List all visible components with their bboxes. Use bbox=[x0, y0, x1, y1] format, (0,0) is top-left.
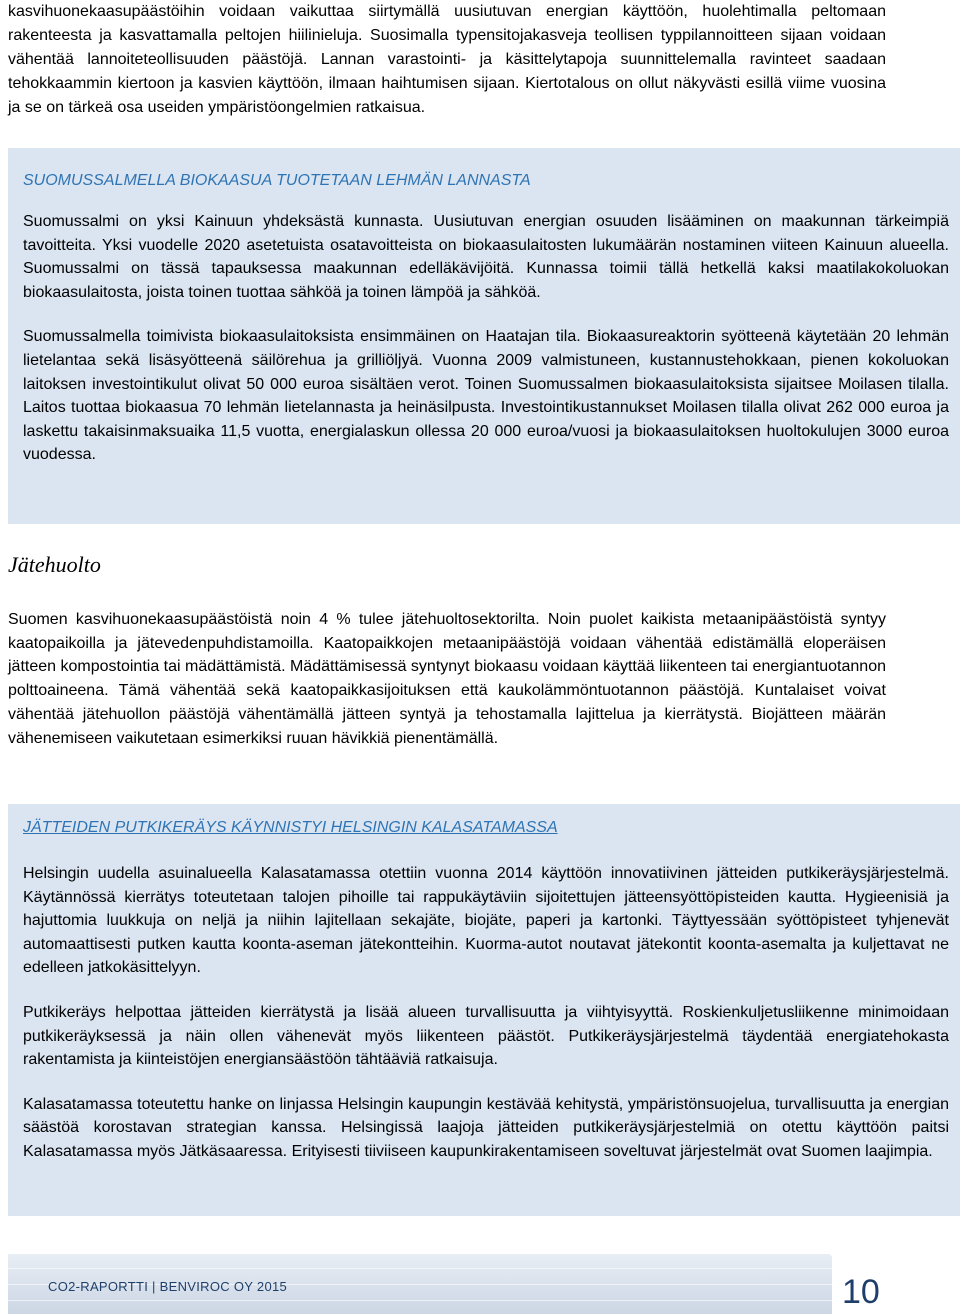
footer-stripe bbox=[8, 1268, 832, 1269]
case-box-paragraph: Putkikeräys helpottaa jätteiden kierrätystä ja lisää alueen turvallisuutta ja viihtyisyyttä. Roskienkuljetusliikenne minimoidaan putkikeräyksessä ja näin ollen vähenevät myös liikenteen päästöt. Putkikeräysjärjestelmä täydentää energiatehokasta rakentamista ja kiinteistöjen energiansäästöön tähtääviä ratkaisuja. bbox=[23, 1003, 949, 1069]
section-heading-jatehuolto: Jätehuolto bbox=[8, 552, 101, 577]
footer-report-label: CO2-RAPORTTI | BENVIROC OY 2015 bbox=[48, 1279, 288, 1294]
waste-paragraph: Suomen kasvihuonekaasupäästöistä noin 4 % tulee jätehuoltosektorilta. Noin puolet kaikista metaanipäästöistä syntyy kaatopaikoilla ja jätevedenpuhdistamoilla. Kaatopaikkojen metaanipäästöjä voidaan vähentää edistämällä eloperäisen jätteen kompostointia tai mädättämistä. Mädättämisessä syntynyt biokaasu voidaan käyttää liikenteen tai energiantuotannon polttoaineena. Tämä vähentää sekä kaatopaikkasijoituksen että kaukolämmöntuotannon päästöjä. Kuntalaiset voivat vähentää jätehuollon päästöjä vähentämällä jätteen syntyä ja tehostamalla lajittelua ja kierrätystä. Biojätteen määrän vähenemiseen vaikutetaan esimerkiksi ruuan hävikkiä pienentämällä. bbox=[8, 611, 886, 747]
case-box-paragraph: Kalasatamassa toteutettu hanke on linjassa Helsingin kaupungin kestävää kehitystä, ympäristönsuojelua, turvallisuutta ja energian säästöä korostavan strategian kanssa. Helsingissä laajoja jätteiden putkikeräysjärjestelmiä on otettu käyttöön paitsi Kalasatamassa myös Jätkäsaaressa. Erityisesti tiiviiseen kaupunkirakentamiseen soveltuvat järjestelmät ovat Suomen laajimpia. bbox=[23, 1095, 949, 1160]
case-box-heading: JÄTTEIDEN PUTKIKERÄYS KÄYNNISTYI HELSINGIN KALASATAMASSA bbox=[23, 819, 558, 836]
footer-stripe bbox=[8, 1300, 832, 1301]
case-box-paragraph: Helsingin uudella asuinalueella Kalasatamassa otettiin vuonna 2014 käyttöön innovatiivinen jätteiden putkikeräysjärjestelmä. Käytännössä kierrätys toteutetaan talojen pihoille tai rappukäytäviin sijoitettujen jätteensyöttöpisteiden kautta. Hygieenisiä ja hajuttomia luukkuja on neljä ja niihin lajitellaan sekajäte, biojäte, paperi ja kartonki. Täyttyessään syöttöpisteet tyhjenevät automaattisesti putken kautta koonta-aseman jätekontteihin. Kuorma-autot noutavat jätekontit koonta-asemalta ja kuljettavat ne edelleen jatkokäsittelyyn. bbox=[23, 865, 949, 977]
case-box-paragraph: Suomussalmi on yksi Kainuun yhdeksästä kunnasta. Uusiutuvan energian osuuden lisääminen on maakunnan tärkeimpiä tavoitteita. Yksi vuodelle 2020 asetetuista osatavoitteista on biokaasulaitosten lukumäärän nostaminen viiteen Kainuun alueella. Suomussalmi on tässä tapauksessa maakunnan edelläkävijöitä. Kunnassa toimii tällä hetkellä kaksi maatilakokoluokan biokaasulaitosta, joista toinen tuottaa sähköä ja toinen lämpöä ja sähköä. bbox=[23, 213, 949, 301]
intro-paragraph bbox=[8, 0, 886, 120]
case-box-kalasatama bbox=[8, 804, 960, 1216]
case-box-paragraph: Suomussalmella toimivista biokaasulaitoksista ensimmäinen on Haatajan tila. Biokaasureaktorin syötteenä käytetään 20 lehmän lietelantaa sekä lisäsyötteenä säilörehua ja grilliöljyä. Vuonna 2009 valmistuneen, kustannustehokkaan, pienen kokoluokan laitoksen investointikulut olivat 50 000 euroa sisältäen verot. Toinen Suomussalmen biokaasulaitoksista sijaitsee Moilasen tilalla. Laitos tuottaa biokaasua 70 lehmän lietelannasta ja heinäsilpusta. Investointikustannukset Moilasen tilalla olivat 262 000 euroa ja laskettu takaisinmaksuaika 11,5 vuotta, energialaskun ollessa 20 000 euroa/vuosi ja biokaasulaitoksen huoltokulujen 3000 euroa vuodessa. bbox=[23, 328, 949, 464]
case-box-heading: SUOMUSSALMELLA BIOKAASUA TUOTETAAN LEHMÄN LANNASTA bbox=[23, 172, 531, 189]
case-box-suomussalmi bbox=[8, 148, 960, 524]
intro-text: kasvihuonekaasupäästöihin voidaan vaikuttaa siirtymällä uusiutuvan energian käyttöön, huolehtimalla peltomaan rakenteesta ja kasvattamalla peltojen hiilinieluja. Suosimalla typensitojakasveja teollisen typpilannoitteen sijaan voidaan vähentää lannoiteteollisuuden päästöjä. Lannan varastointi- ja käsittelytapoja suunnittelemalla ravinteet saadaan tehokkaammin kiertoon ja kasvien käyttöön, ilmaan haihtumisen sijaan. Kiertotalous on ollut näkyvästi esillä viime vuosina ja se on tärkeä osa useiden ympäristöongelmien ratkaisua. bbox=[8, 3, 886, 116]
page-number: 10 bbox=[842, 1273, 880, 1311]
